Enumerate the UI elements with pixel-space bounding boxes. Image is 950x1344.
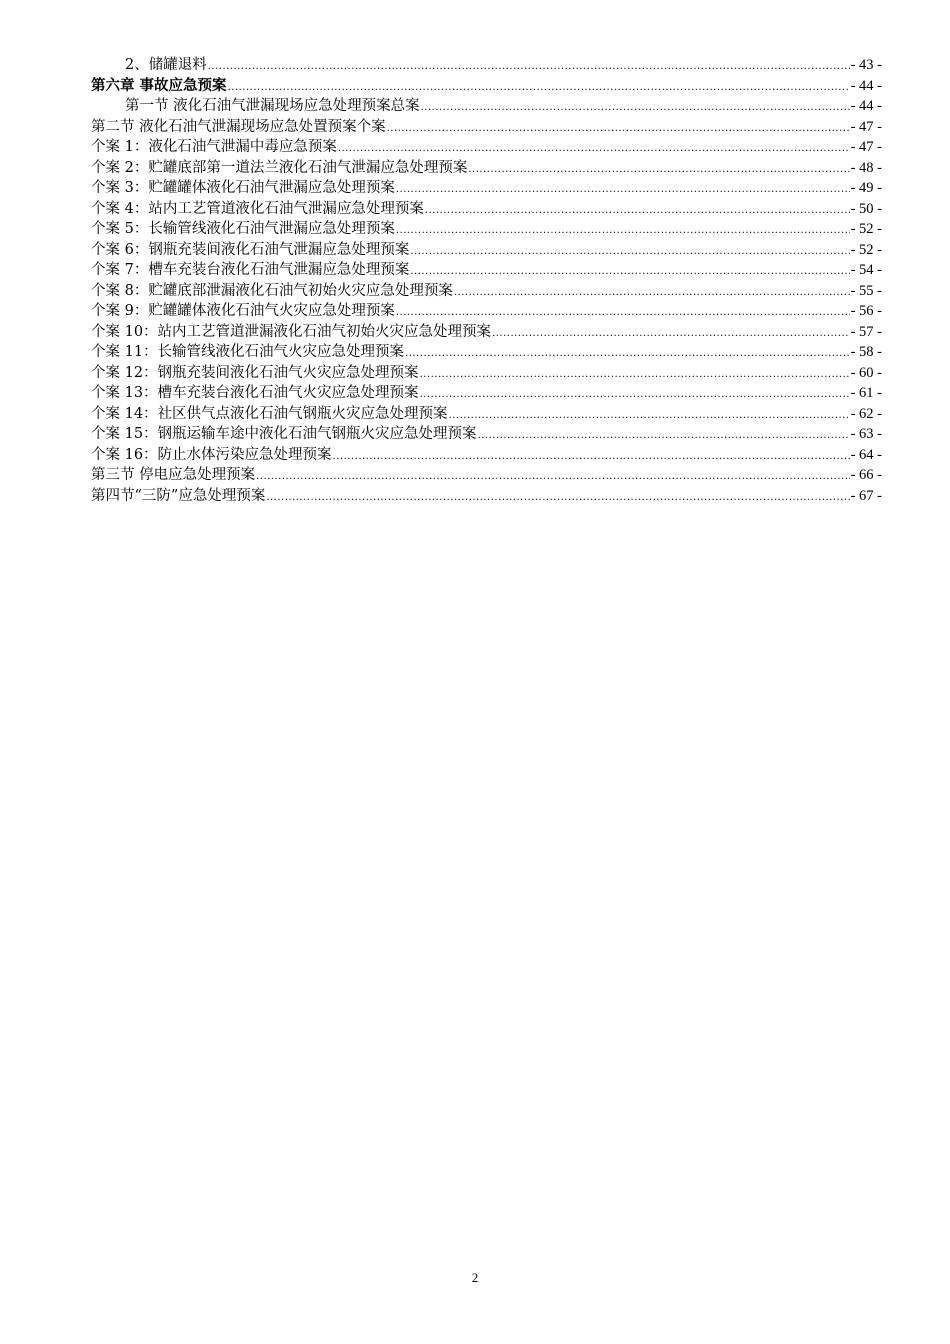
- toc-entry-page: - 62 -: [850, 405, 882, 422]
- toc-entry-title: 个案 1：液化石油气泄漏中毒应急预案: [91, 139, 337, 155]
- toc-entry-page: - 43 -: [850, 57, 882, 73]
- toc-entry-title: 个案 15：钢瓶运输车途中液化石油气钢瓶火灾应急处理预案: [91, 426, 477, 442]
- toc-entry[interactable]: [91, 96, 882, 117]
- toc-entry[interactable]: [91, 322, 882, 343]
- page-number: 2: [471, 1270, 479, 1285]
- toc-entry-title: 第一节 液化石油气泄漏现场应急处理预案总案: [125, 98, 420, 114]
- toc-entry[interactable]: [91, 486, 882, 507]
- toc-entry[interactable]: [91, 383, 882, 404]
- toc-entry-page: - 60 -: [850, 364, 882, 381]
- toc-dot-leader: [256, 467, 849, 488]
- toc-entry-title: 个案 6：钢瓶充装间液化石油气泄漏应急处理预案: [91, 241, 410, 258]
- toc-entry-page: - 44 -: [850, 98, 882, 114]
- toc-entry-page: - 52 -: [850, 241, 882, 258]
- toc-dot-leader: [468, 160, 849, 181]
- toc-dot-leader: [425, 201, 850, 222]
- toc-entry[interactable]: [91, 260, 882, 281]
- toc-entry-page: - 56 -: [850, 303, 882, 319]
- toc-entry[interactable]: [91, 55, 882, 76]
- toc-dot-leader: [266, 488, 849, 509]
- toc-entry[interactable]: [91, 158, 882, 179]
- toc-entry[interactable]: [91, 281, 882, 302]
- toc-dot-leader: [410, 262, 849, 283]
- toc-entry-page: - 66 -: [850, 467, 882, 483]
- toc-dot-leader: [449, 406, 850, 427]
- toc-entry-title: 个案 4：站内工艺管道液化石油气泄漏应急处理预案: [91, 200, 424, 217]
- toc-entry-title: 个案 10：站内工艺管道泄漏液化石油气初始火灾应急处理预案: [91, 323, 492, 340]
- toc-entry-page: - 54 -: [850, 262, 882, 278]
- toc-entry[interactable]: [91, 199, 882, 220]
- toc-dot-leader: [338, 139, 850, 160]
- toc-dot-leader: [492, 324, 850, 345]
- toc-entry-page: - 47 -: [850, 118, 882, 135]
- toc-entry-title: 2、储罐退料: [125, 57, 207, 73]
- toc-entry-title: 个案 5：长输管线液化石油气泄漏应急处理预案: [91, 221, 395, 237]
- toc-dot-leader: [228, 78, 850, 99]
- toc-entry-title: 第三节 停电应急处理预案: [91, 467, 256, 483]
- toc-entry-title: 个案 2：贮罐底部第一道法兰液化石油气泄漏应急处理预案: [91, 159, 468, 176]
- toc-entry-page: - 57 -: [850, 323, 882, 340]
- toc-entry[interactable]: [91, 363, 882, 384]
- toc-entry[interactable]: [91, 219, 882, 240]
- toc-entry-page: - 67 -: [850, 487, 882, 504]
- toc-entry-title: 个案 9：贮罐罐体液化石油气火灾应急处理预案: [91, 303, 395, 319]
- toc-entry-title: 个案 14：社区供气点液化石油气钢瓶火灾应急处理预案: [91, 405, 448, 422]
- toc-dot-leader: [396, 180, 850, 201]
- toc-entry[interactable]: [91, 342, 882, 363]
- toc-entry[interactable]: [91, 137, 882, 158]
- toc-entry[interactable]: [91, 445, 882, 466]
- toc-entry-title: 第六章 事故应急预案: [91, 76, 227, 94]
- toc-entry-title: 个案 8：贮罐底部泄漏液化石油气初始火灾应急处理预案: [91, 282, 453, 299]
- toc-entry-title: 个案 13：槽车充装台液化石油气火灾应急处理预案: [91, 385, 419, 401]
- toc-dot-leader: [420, 365, 850, 386]
- toc-entry-page: - 48 -: [850, 159, 882, 176]
- toc-entry-title: 个案 12：钢瓶充装间液化石油气火灾应急处理预案: [91, 364, 419, 381]
- toc-dot-leader: [420, 385, 850, 406]
- toc-entry[interactable]: [91, 240, 882, 261]
- toc-entry[interactable]: [91, 424, 882, 445]
- toc-entry-page: - 64 -: [850, 446, 882, 463]
- toc-entry-title: 个案 16：防止水体污染应急处理预案: [91, 446, 332, 463]
- toc-entry-page: - 49 -: [850, 180, 882, 196]
- toc-dot-leader: [208, 57, 850, 78]
- toc-entry-title: 个案 11：长输管线液化石油气火灾应急处理预案: [91, 344, 405, 360]
- toc-entry-title: 第四节“三防”应急处理预案: [91, 487, 266, 504]
- toc-dot-leader: [333, 447, 850, 468]
- toc-dot-leader: [396, 221, 850, 242]
- toc-dot-leader: [454, 283, 850, 304]
- toc-entry[interactable]: [91, 178, 882, 199]
- toc-entry-page: - 44 -: [850, 77, 882, 94]
- toc-entry-title: 个案 3：贮罐罐体液化石油气泄漏应急处理预案: [91, 180, 395, 196]
- toc-entry-page: - 50 -: [850, 200, 882, 217]
- toc-entry[interactable]: [91, 76, 882, 97]
- toc-entry-title: 第二节 液化石油气泄漏现场应急处置预案个案: [91, 118, 386, 135]
- toc-dot-leader: [478, 426, 850, 447]
- toc-entry[interactable]: [91, 301, 882, 322]
- toc-dot-leader: [421, 98, 850, 119]
- toc-dot-leader: [405, 344, 850, 365]
- toc-dot-leader: [387, 119, 850, 140]
- toc-entry[interactable]: [91, 117, 882, 138]
- table-of-contents: [91, 55, 882, 506]
- toc-entry-title: 个案 7：槽车充装台液化石油气泄漏应急处理预案: [91, 262, 410, 278]
- toc-dot-leader: [396, 303, 850, 324]
- toc-entry[interactable]: [91, 465, 882, 486]
- toc-entry[interactable]: [91, 404, 882, 425]
- toc-entry-page: - 61 -: [850, 385, 882, 401]
- toc-entry-page: - 58 -: [850, 344, 882, 360]
- toc-entry-page: - 52 -: [850, 221, 882, 237]
- toc-dot-leader: [410, 242, 849, 263]
- toc-entry-page: - 63 -: [850, 426, 882, 442]
- toc-entry-page: - 47 -: [850, 139, 882, 155]
- toc-entry-page: - 55 -: [850, 282, 882, 299]
